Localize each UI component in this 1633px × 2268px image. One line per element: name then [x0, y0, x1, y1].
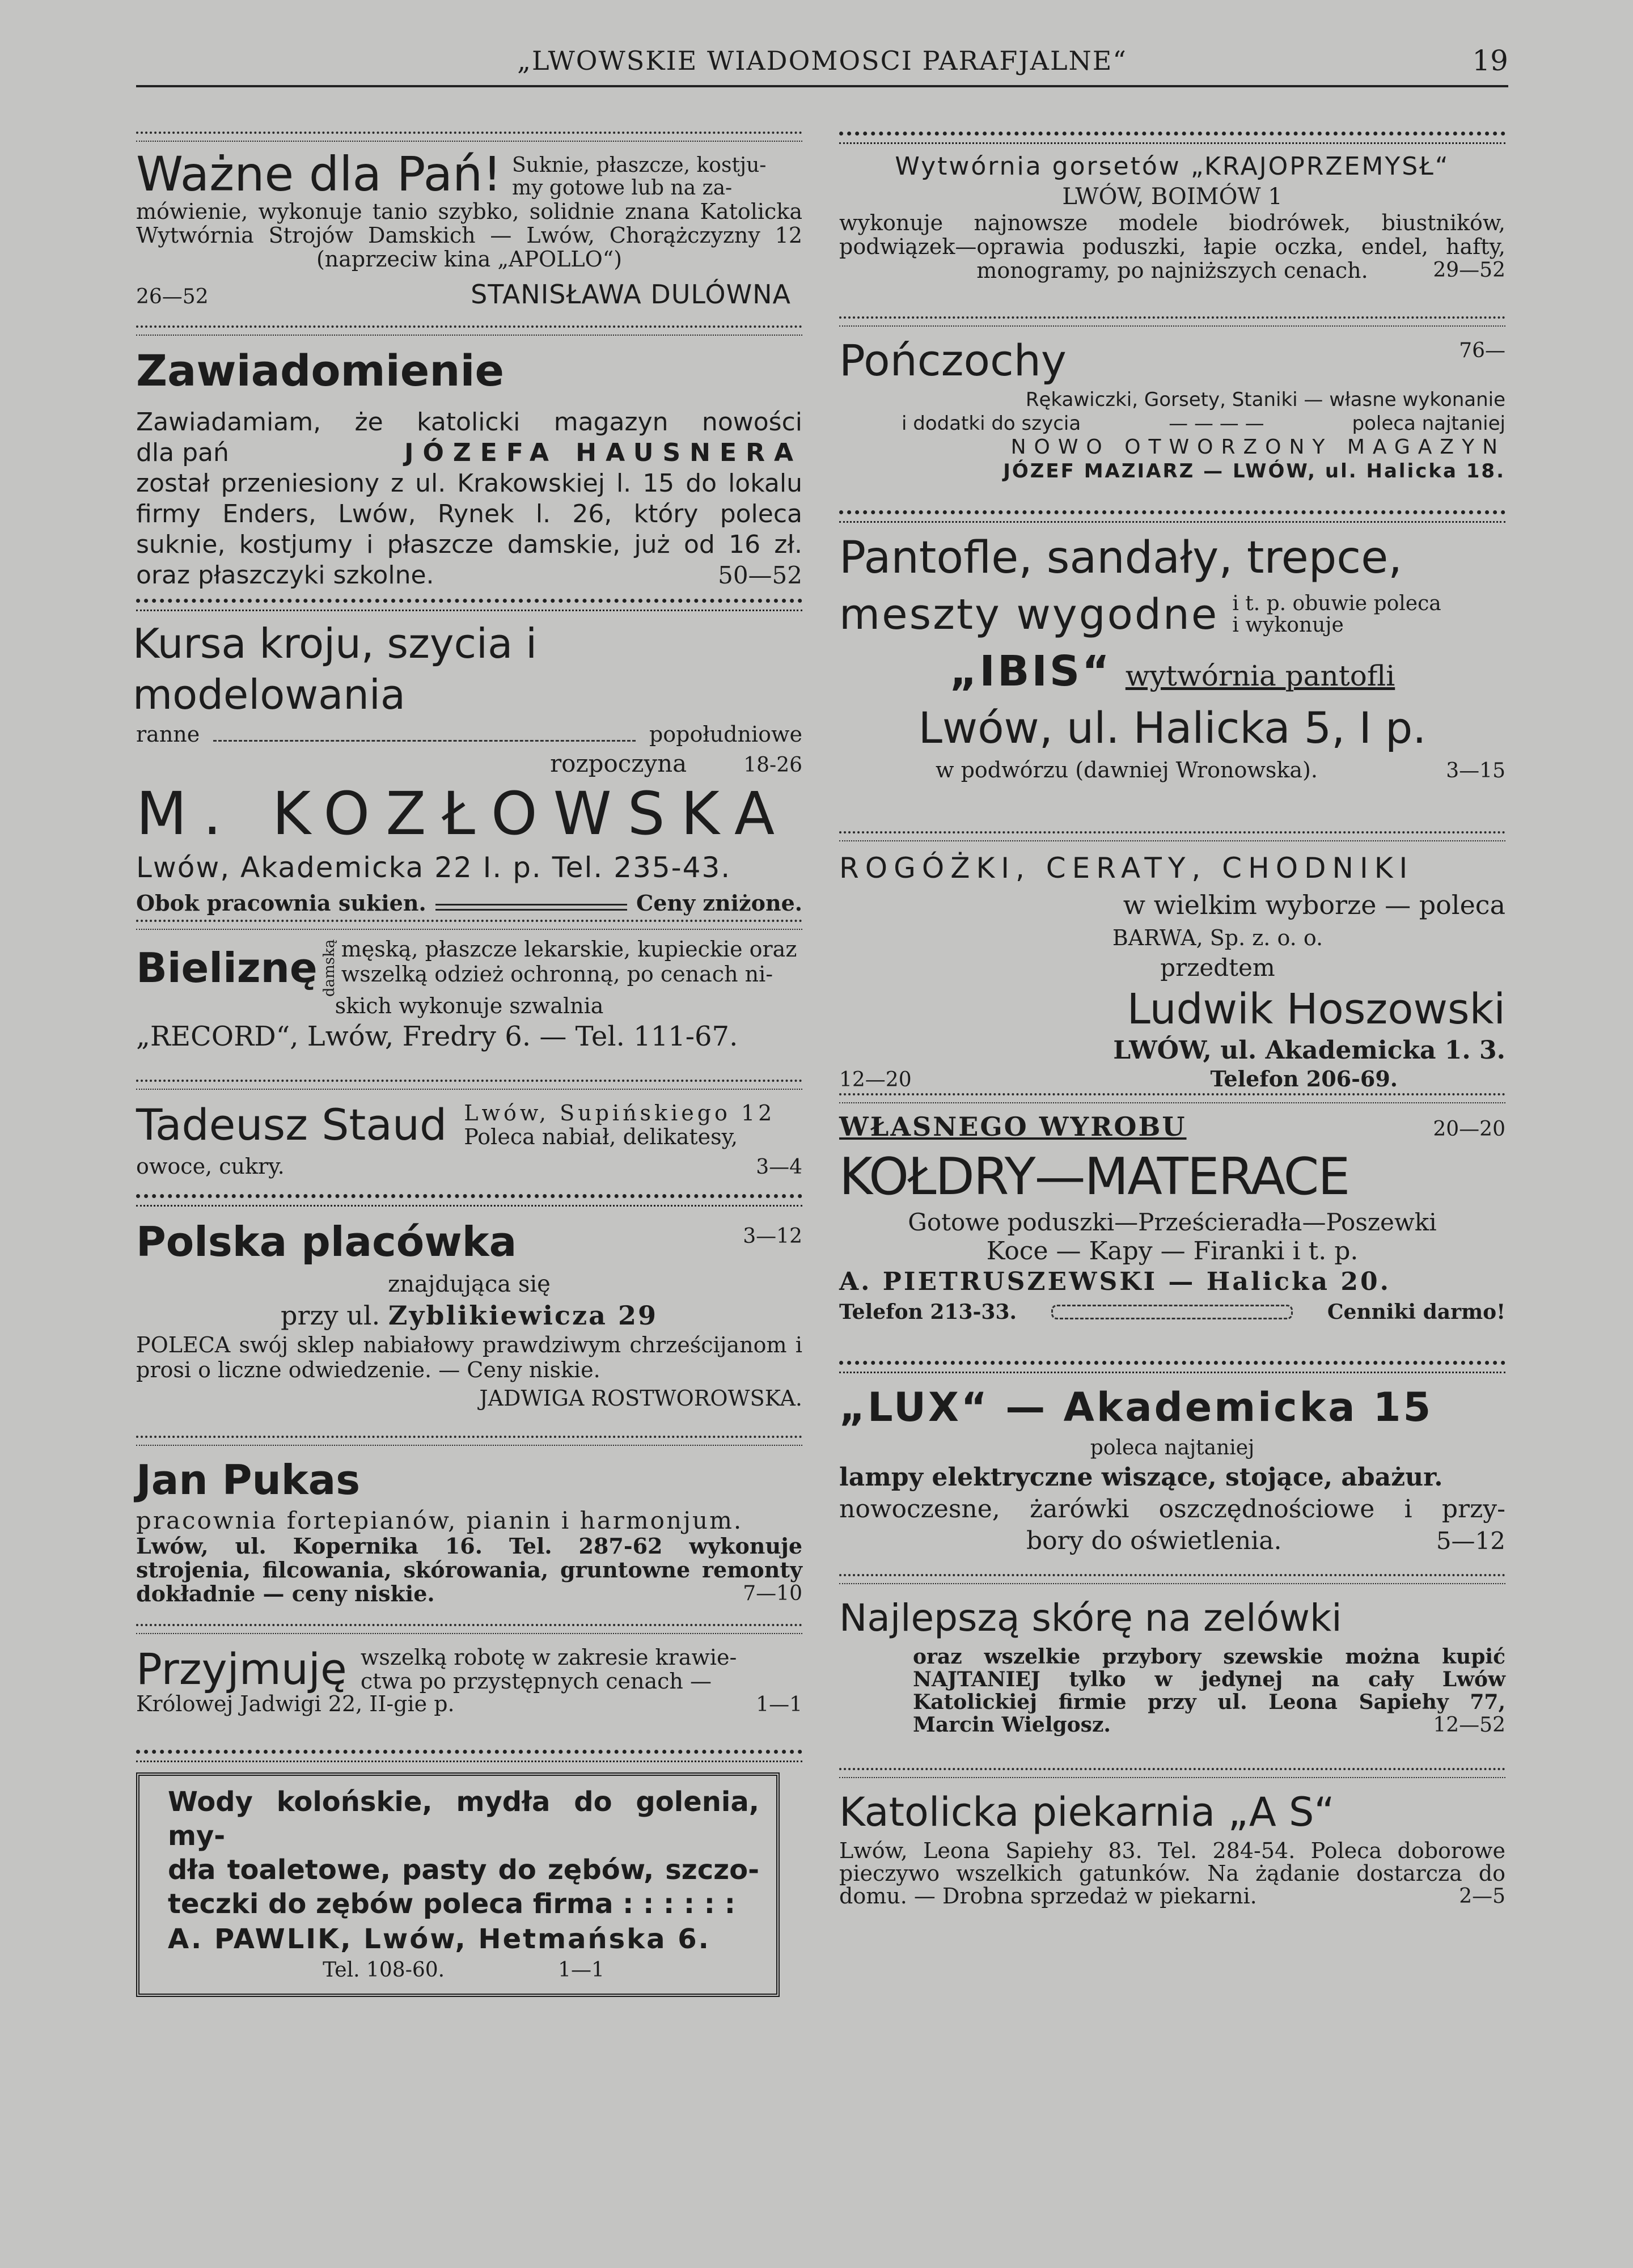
right-column [839, 125, 1505, 1910]
ad-piekarnia [839, 1785, 1505, 1910]
ad-code: 29—52 [1433, 259, 1505, 282]
ad-text: rozpoczyna [550, 750, 687, 777]
ad-headline: Przyjmuję [136, 1644, 347, 1694]
ad-text: Rękawiczki, Gorsety, Staniki — własne wykonanie [1025, 388, 1505, 411]
ad-code: 3—15 [1446, 759, 1505, 782]
page-header [136, 40, 1508, 94]
ad-text: poleca najtaniej [1352, 412, 1505, 435]
ad-code: 3—12 [743, 1225, 802, 1248]
ad-text: my gotowe lub na za- [511, 176, 733, 200]
ornament-divider [839, 1093, 1505, 1103]
ad-code: 2—5 [1459, 1885, 1505, 1908]
ad-text: ranne [136, 722, 200, 747]
ad-krajoprzemysl [839, 151, 1505, 310]
ad-text: w podwórzu (dawniej Wronowska). [936, 758, 1318, 782]
ornament-divider [136, 1624, 802, 1634]
ad-najlepsza-skore [839, 1591, 1505, 1761]
ad-code: 7—10 [743, 1582, 802, 1605]
ornament-divider [136, 1436, 802, 1446]
ornament-divider [839, 132, 1505, 144]
ad-text: Wody kolońskie, mydła do golenia, my- [168, 1786, 759, 1852]
ad-name: JÓZEFA HAUSNERA [404, 438, 802, 467]
ad-signature: JADWIGA ROSTWOROWSKA. [479, 1386, 802, 1411]
ad-text: wszelką odzież ochronną, po cenach ni- [341, 962, 773, 987]
ornament-divider [136, 1194, 802, 1207]
ad-koldry [839, 1110, 1505, 1354]
ad-body: został przeniesiony z ul. Krakowskiej l. 15 do lokalu firmy Enders, Lwów, Rynek l. 26, który poleca suknie, kostjumy i płaszcze damskie, już od 16 zł. oraz płaszczyki szkolne. [136, 469, 802, 590]
ad-tadeusz-staud [136, 1097, 802, 1187]
ad-text: Lwów, Supińskiego 12 [464, 1101, 776, 1125]
ad-text: i dodatki do szycia [902, 412, 1081, 435]
ad-text: bory do oświetlenia. [1026, 1526, 1282, 1555]
ad-lux [839, 1380, 1505, 1567]
ad-headline: Polska placówka [136, 1218, 517, 1266]
ad-code: 3—4 [756, 1156, 802, 1179]
ad-code: 26—52 [136, 285, 209, 308]
ornament-divider [839, 831, 1505, 841]
ad-text: męską, płaszcze lekarskie, kupieckie oraz [341, 937, 797, 962]
ad-headline: „LUX“ — Akademicka 15 [839, 1384, 1433, 1431]
ad-text: — — — — [1169, 412, 1264, 435]
ad-address: Lwów, ul. Halicka 5, I p. [918, 703, 1427, 753]
ad-text: w wielkim wyborze — poleca [1123, 890, 1505, 920]
ad-brand: „IBIS“ [949, 647, 1112, 696]
ad-tel: Tel. 108-60. [323, 1958, 445, 1982]
ad-name: JÓZEF MAZIARZ — LWÓW, ul. Halicka 18. [1003, 460, 1505, 483]
ad-text: BARWA, Sp. z. o. o. [1112, 925, 1323, 950]
ad-text: Królowej Jadwigi 22, II-gie p. [136, 1691, 455, 1716]
ad-headline: meszty wygodne [839, 590, 1219, 639]
double-rule [435, 904, 627, 911]
ad-jan-pukas [136, 1453, 802, 1617]
ad-bielizne [136, 937, 802, 1073]
ornament-divider [839, 1361, 1505, 1373]
ad-address: Lwów, Akademicka 22 I. p. Tel. 235-43. [136, 851, 731, 884]
ornament-divider [136, 599, 802, 611]
dash-filler [213, 740, 636, 742]
ad-text: poleca najtaniej [1090, 1436, 1255, 1459]
ad-text: LWÓW, BOIMÓW 1 [1062, 184, 1283, 210]
ad-text: Ceny zniżone. [636, 890, 802, 916]
ad-ibis [839, 530, 1505, 824]
ad-headline: Pończochy [839, 335, 1067, 386]
ad-przyjmuje [136, 1641, 802, 1743]
left-column [133, 125, 802, 1997]
ornament-divider [136, 1750, 802, 1762]
ad-code: 1—1 [558, 1958, 604, 1982]
ad-address: „RECORD“, Lwów, Fredry 6. — Tel. 111-67. [136, 1021, 738, 1052]
ad-headline: Zawiadomienie [136, 345, 505, 396]
ad-polska-placowka [136, 1213, 802, 1429]
ad-body: Lwów, Leona Sapiehy 83. Tel. 284-54. Poleca doborowe pieczywo wszelkich gatunków. Na żądanie dostarcza do domu. — Drobna sprzedaż w piekarni. [839, 1838, 1505, 1909]
ad-headline: Najlepszą skórę na zelówki [839, 1596, 1342, 1640]
ornament-divider [136, 132, 802, 142]
page-number: 19 [1472, 44, 1508, 77]
ad-headline: Kursa kroju, szycia i modelowania [133, 620, 538, 718]
ad-pawlik-box [136, 1772, 780, 1997]
ad-text: ctwa po przystępnych cenach — [360, 1669, 712, 1694]
ad-text: Koce — Kapy — Firanki i t. p. [986, 1237, 1359, 1266]
ad-text: przedtem [1160, 954, 1275, 981]
ad-text: nowoczesne, żarówki oszczędnościowe i przy- [839, 1495, 1505, 1524]
ad-street: Zyblikiewicza 29 [388, 1300, 658, 1331]
ad-code: 50—52 [718, 561, 802, 589]
ad-address: LWÓW, ul. Akademicka 1. 3. [1113, 1036, 1505, 1065]
ad-name: M. KOZŁOWSKA [136, 779, 791, 848]
ad-text: Obok pracownia sukien. [136, 890, 426, 916]
ornament-divider [839, 1574, 1505, 1584]
ad-text: Poleca nabiał, delikatesy, [464, 1124, 738, 1149]
ornament-divider [839, 1768, 1505, 1778]
ad-code: 1—1 [756, 1693, 802, 1716]
ornament-divider [136, 1080, 802, 1090]
chain-ornament [1051, 1305, 1293, 1319]
ad-body: wykonuje najnowsze modele biodrówek, biustników, podwiązek—oprawia poduszki, łapie oczka, endel, hafty, monogramy, po najniższych cenach. [839, 210, 1505, 283]
ad-text: przy ul. [281, 1300, 380, 1331]
ad-signature: STANISŁAWA DULÓWNA [471, 279, 791, 310]
ad-text: WŁASNEGO WYROBU [839, 1111, 1187, 1142]
ad-text: NOWO OTWORZONY MAGAZYN [1010, 435, 1505, 459]
ad-headline: KOŁDRY—MATERACE [839, 1147, 1349, 1207]
ad-headline: Tadeusz Staud [136, 1099, 447, 1150]
ad-headline: Ważne dla Pań! [136, 146, 502, 202]
ad-kursa-kroju [133, 618, 802, 916]
ad-wazne-dla-pan [136, 146, 802, 319]
header-rule [136, 85, 1508, 87]
ad-headline: Pantofle, sandały, trepce, [839, 532, 1402, 583]
ad-headline: Katolicka piekarnia „A S“ [839, 1789, 1335, 1835]
ad-text: dla pań [136, 438, 229, 467]
ad-text: wytwórnia pantofli [1125, 659, 1395, 692]
ad-text: popołudniowe [649, 722, 802, 747]
ad-text: lampy elektryczne wiszące, stojące, abażur. [839, 1463, 1443, 1492]
ad-zawiadomienie [136, 342, 802, 592]
ad-text: skich wykonuje szwalnia [335, 993, 604, 1018]
ad-body: POLECA swój sklep nabiałowy prawdziwym chrześcijanom i prosi o liczne odwiedzenie. — Ceny niskie. [136, 1332, 802, 1382]
ad-name: A. PIETRUSZEWSKI — Halicka 20. [839, 1267, 1391, 1296]
ad-code: 76— [1459, 339, 1505, 362]
ad-text: wszelką robotę w zakresie krawie- [360, 1645, 737, 1670]
ad-text: znajdująca się [388, 1271, 551, 1297]
ad-name: Ludwik Hoszowski [1127, 985, 1505, 1034]
ad-headline: Bieliznę [136, 944, 318, 992]
ad-body: Lwów, ul. Kopernika 16. Tel. 287-62 wykonuje strojenia, filcowania, skórowania, gruntowne remonty dokładnie — ceny niskie. [136, 1533, 802, 1606]
ad-headline: Wytwórnia gorsetów „KRAJOPRZEMYSŁ“ [895, 152, 1450, 181]
ad-text: dła toaletowe, pasty do zębów, szczo- [168, 1854, 759, 1886]
ad-headline: Jan Pukas [136, 1456, 361, 1504]
ad-name: A. PAWLIK, Lwów, Hetmańska 6. [168, 1923, 710, 1955]
ad-side-word: damską [320, 939, 338, 997]
ad-text: Suknie, płaszcze, kostju- [511, 154, 767, 177]
ornament-divider [136, 920, 802, 930]
ornament-divider [839, 510, 1505, 523]
ad-headline: ROGÓŻKI, CERATY, CHODNIKI [839, 852, 1414, 885]
ad-body: oraz wszelkie przybory szewskie można kupić NAJTANIEJ tylko w jedynej na cały Lwów Katolickiej firmie przy ul. Leona Sapiehy 77, Marcin Wielgosz. [913, 1645, 1505, 1737]
ad-code: 20—20 [1433, 1118, 1505, 1141]
ad-text: i t. p. obuwie poleca [1232, 592, 1441, 615]
ad-code: 18-26 [743, 754, 802, 777]
ad-body: mówienie, wykonuje tanio szybko, solidnie znana Katolicka Wytwórnia Strojów Damskich — Lwów, Chorążczyzny 12 (naprzeciw kina „APOLLO“) [136, 199, 802, 272]
ad-text: Cenniki darmo! [1327, 1300, 1505, 1324]
ad-text: teczki do zębów poleca firma : : : : : : [168, 1888, 735, 1920]
journal-title: „LWOWSKIE WIADOMOSCI PARAFJALNE“ [517, 45, 1127, 76]
ad-barwa [839, 848, 1505, 1091]
ad-code: 12—52 [1433, 1713, 1505, 1737]
ad-ponczochy [839, 333, 1505, 503]
ad-tel: Telefon 213-33. [839, 1300, 1017, 1324]
ad-text: Gotowe poduszki—Prześcieradła—Poszewki [908, 1208, 1437, 1236]
ad-code: 12—20 [839, 1068, 912, 1091]
ad-text: owoce, cukry. [136, 1154, 285, 1179]
ad-text: pracownia fortepianów, pianin i harmonjum. [136, 1507, 743, 1534]
ad-code: 5—12 [1436, 1527, 1505, 1555]
ornament-divider [839, 316, 1505, 327]
ad-text: Zawiadamiam, że katolicki magazyn nowości [136, 408, 802, 437]
ornament-divider [136, 325, 802, 336]
ad-tel: Telefon 206-69. [1210, 1066, 1398, 1091]
ad-text: i wykonuje [1232, 613, 1344, 637]
